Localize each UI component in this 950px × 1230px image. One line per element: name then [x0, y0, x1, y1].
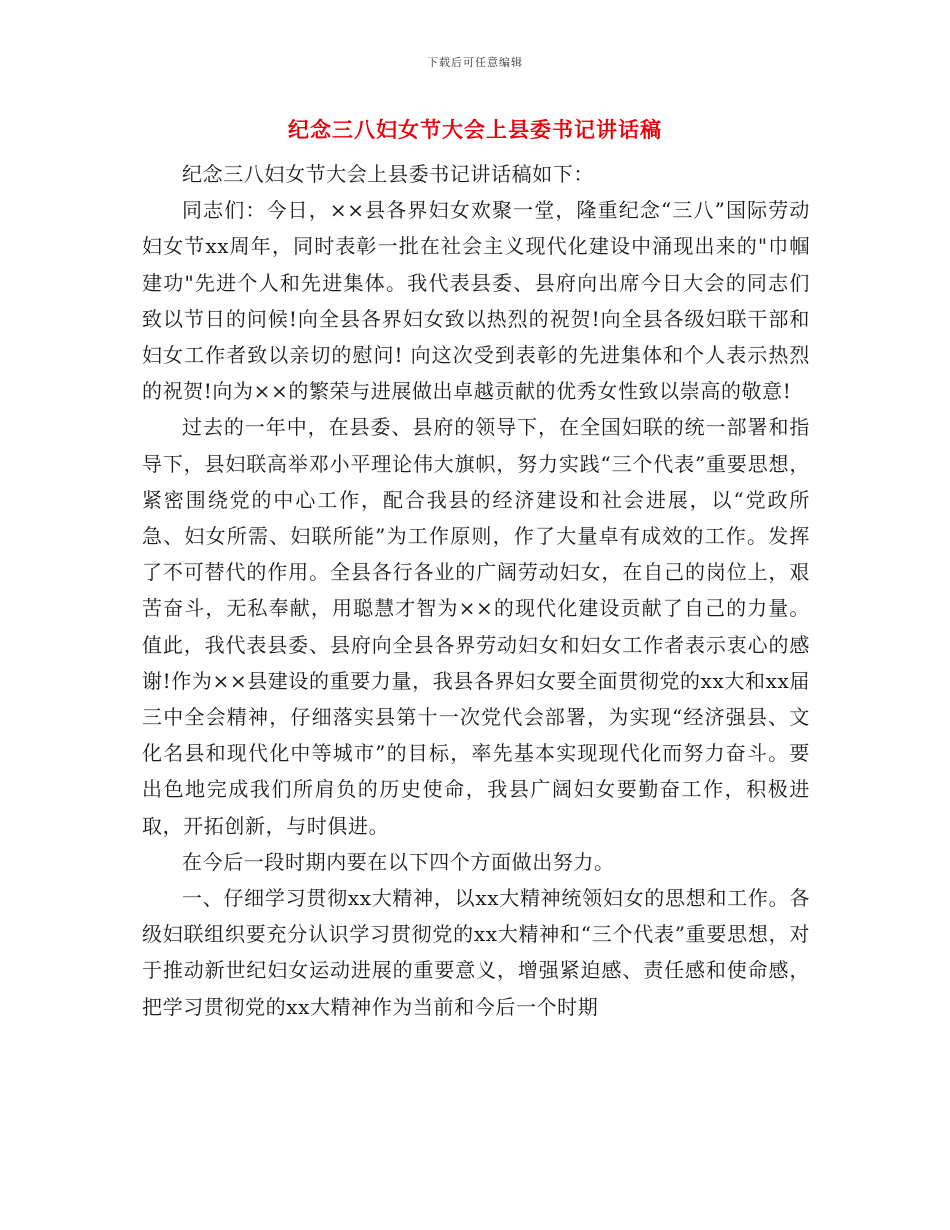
document-body	[142, 156, 810, 1025]
document-title: 纪念三八妇女节大会上县委书记讲话稿	[288, 117, 662, 142]
paragraph-greeting: 同志们：今日，××县各界妇女欢聚一堂，隆重纪念“三八”国际劳动妇女节xx周年，同时表彰一批在社会主义现代化建设中涌现出来的"巾帼建功"先进个人和先进集体。我代表县委、县府向出席今日大会的同志们致以节日的问候!向全县各界妇女致以热烈的祝贺!向全县各级妇联干部和妇女工作者致以亲切的慰问! 向这次受到表彰的先进集体和个人表示热烈的祝贺!向为××的繁荣与进展做出卓越贡献的优秀女性致以崇高的敬意!	[142, 198, 810, 404]
paragraph-four-aspects: 在今后一段时期内要在以下四个方面做出努力。	[182, 849, 615, 874]
paragraph-review: 过去的一年中，在县委、县府的领导下，在全国妇联的统一部署和指导下，县妇联高举邓小平理论伟大旗帜，努力实践“三个代表”重要思想，紧密围绕党的中心工作，配合我县的经济建设和社会进展，以“党政所急、妇女所需、妇联所能”为工作原则，作了大量卓有成效的工作。发挥了不可替代的作用。全县各行各业的广阔劳动妇女，在自己的岗位上，艰苦奋斗，无私奉献，用聪慧才智为××的现代化建设贡献了自己的力量。值此，我代表县委、县府向全县各界劳动妇女和妇女工作者表示衷心的感谢!作为××县建设的重要力量，我县各界妇女要全面贯彻党的xx大和xx届三中全会精神，仔细落实县第十一次党代会部署，为实现“经济强县、文化名县和现代化中等城市”的目标，率先基本实现现代化而努力奋斗。要出色地完成我们所肩负的历史使命，我县广阔妇女要勤奋工作，积极进取，开拓创新，与时俱进。	[142, 415, 810, 838]
paragraph-point-one: 一、仔细学习贯彻xx大精神，以xx大精神统领妇女的思想和工作。各级妇联组织要充分认识学习贯彻党的xx大精神和“三个代表”重要思想，对于推动新世纪妇女运动进展的重要意义，增强紧迫感、责任感和使命感，把学习贯彻党的xx大精神作为当前和今后一个时期	[142, 886, 810, 1019]
paragraph-intro: 纪念三八妇女节大会上县委书记讲话稿如下：	[182, 162, 594, 186]
header-note: 下载后可任意编辑	[427, 56, 523, 69]
